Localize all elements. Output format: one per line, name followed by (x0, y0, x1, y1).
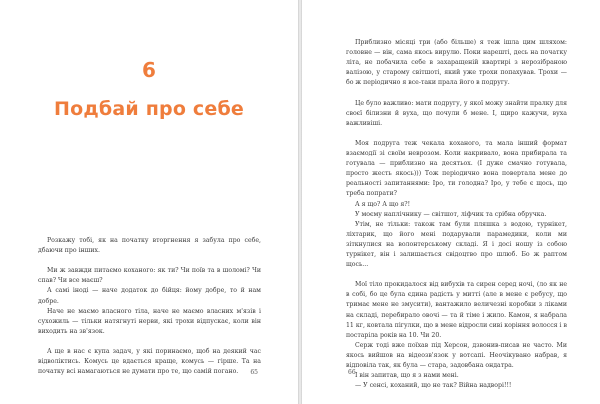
paragraph: Мої тіло прокидалося від вибухів та сирен серед ночі, (ло як не в собі, бо це була єдина радість у митті (але в мене є ребусу, що тримає мене не змусити), вантажило величезні коробки з ліками на складі, перебирало овочі — та й тіме і жило. Камон, я набрала 11 кг, ковтала пігулки, що в мене відросли сиві коріння волосся і в постаріла років на 10. Чи 20. (346, 281, 567, 339)
paragraph: Моя подруга теж чекала коханого, та мала інший формат взаємодії зі своїм неврозом. Коли накривало, вона прибирала та готувала — приблизно на десятьох. (І дуже смачно готувала, просто жесть якось))) Тож періодично вона повертала мене до реальності запитаннями: Іро, ти голодна? Іро, у тебе є щось, що треба попрати? (346, 139, 567, 198)
page-number: 65 (250, 369, 258, 376)
paragraph: У моєму наплічнику — світшот, ліфчик та срібна обручка. (355, 210, 547, 218)
paragraph: А ще в нас є купа задач, у які поринаємо, щоб на деякий час відволіктись. Комусь це вдається краще, комусь — гірше. Та на початку всі намагаються не думати про те, що самій погано. (38, 348, 261, 376)
left-body-text (38, 236, 261, 377)
right-page (302, 0, 600, 404)
paragraph: Наче не маємо власного тіла, наче не маємо власних м'язів і сухожиль — тільки натягнуті нерви, які трохи відпускає, коли він виходить на зв'язок. (38, 307, 261, 335)
chapter-title: Подбай про себе (53, 98, 244, 120)
paragraph: Розкажу тобі, як на початку вторгнення я забула про себе, дбаючи про інших. (38, 237, 261, 255)
paragraph: І він запитав, що я з нами мені. (355, 372, 459, 380)
chapter-number: 6 (142, 58, 156, 82)
paragraph: Це було важливо: мати подругу, у якої можу знайти пралку для своєї білизни й вуха, що почули б мене. І, щиро кажучи, вуха важливіші. (346, 99, 567, 127)
paragraph: — У сенсі, коханий, що не так? Війна надворі!!! (355, 382, 512, 390)
page-number: 66 (348, 369, 356, 376)
paragraph: Серж тоді вже поїхав під Херсон, дзвонив-писав не часто. Ми якось вийшов на відеозв'язок у вотсапі. Неочікувано набрав, я відповіла так, як була — стара, задовбана ондатра. (346, 341, 567, 369)
left-page (0, 0, 298, 404)
paragraph: Утім, не тільки: також там були пляшка з водою, турнікет, ліхтарик, що його мені подарували парамедики, коли ми зіткнулися на волонтерському складі. Я і досі ношу із собою турнікет, він і залишається свідоцтво про шлюб. Бо ж раптом щось... (346, 220, 567, 269)
paragraph: А самі іноді — наче додаток до бійця: йому добре, то й нам добре. (38, 287, 261, 305)
paragraph: Приблизно місяці три (або більше) я теж ішла цим шляхом: головне — він, сама якось вирулю. Поки нарешті, десь на початку літа, не побачила себе в захаращеній квартирі з нерозібраною валізою, у старому світшоті, який уже трохи попахував. Трохи — бо ж періодично я все-таки прала його в подругу. (346, 39, 567, 87)
right-body-text (346, 38, 567, 391)
paragraph: Ми ж завжди питаємо коханого: як ти? Чи поїв та в шоломі? Чи спав? Чи все маєш? (38, 267, 261, 285)
paragraph: А я що? А що я?! (355, 200, 411, 208)
